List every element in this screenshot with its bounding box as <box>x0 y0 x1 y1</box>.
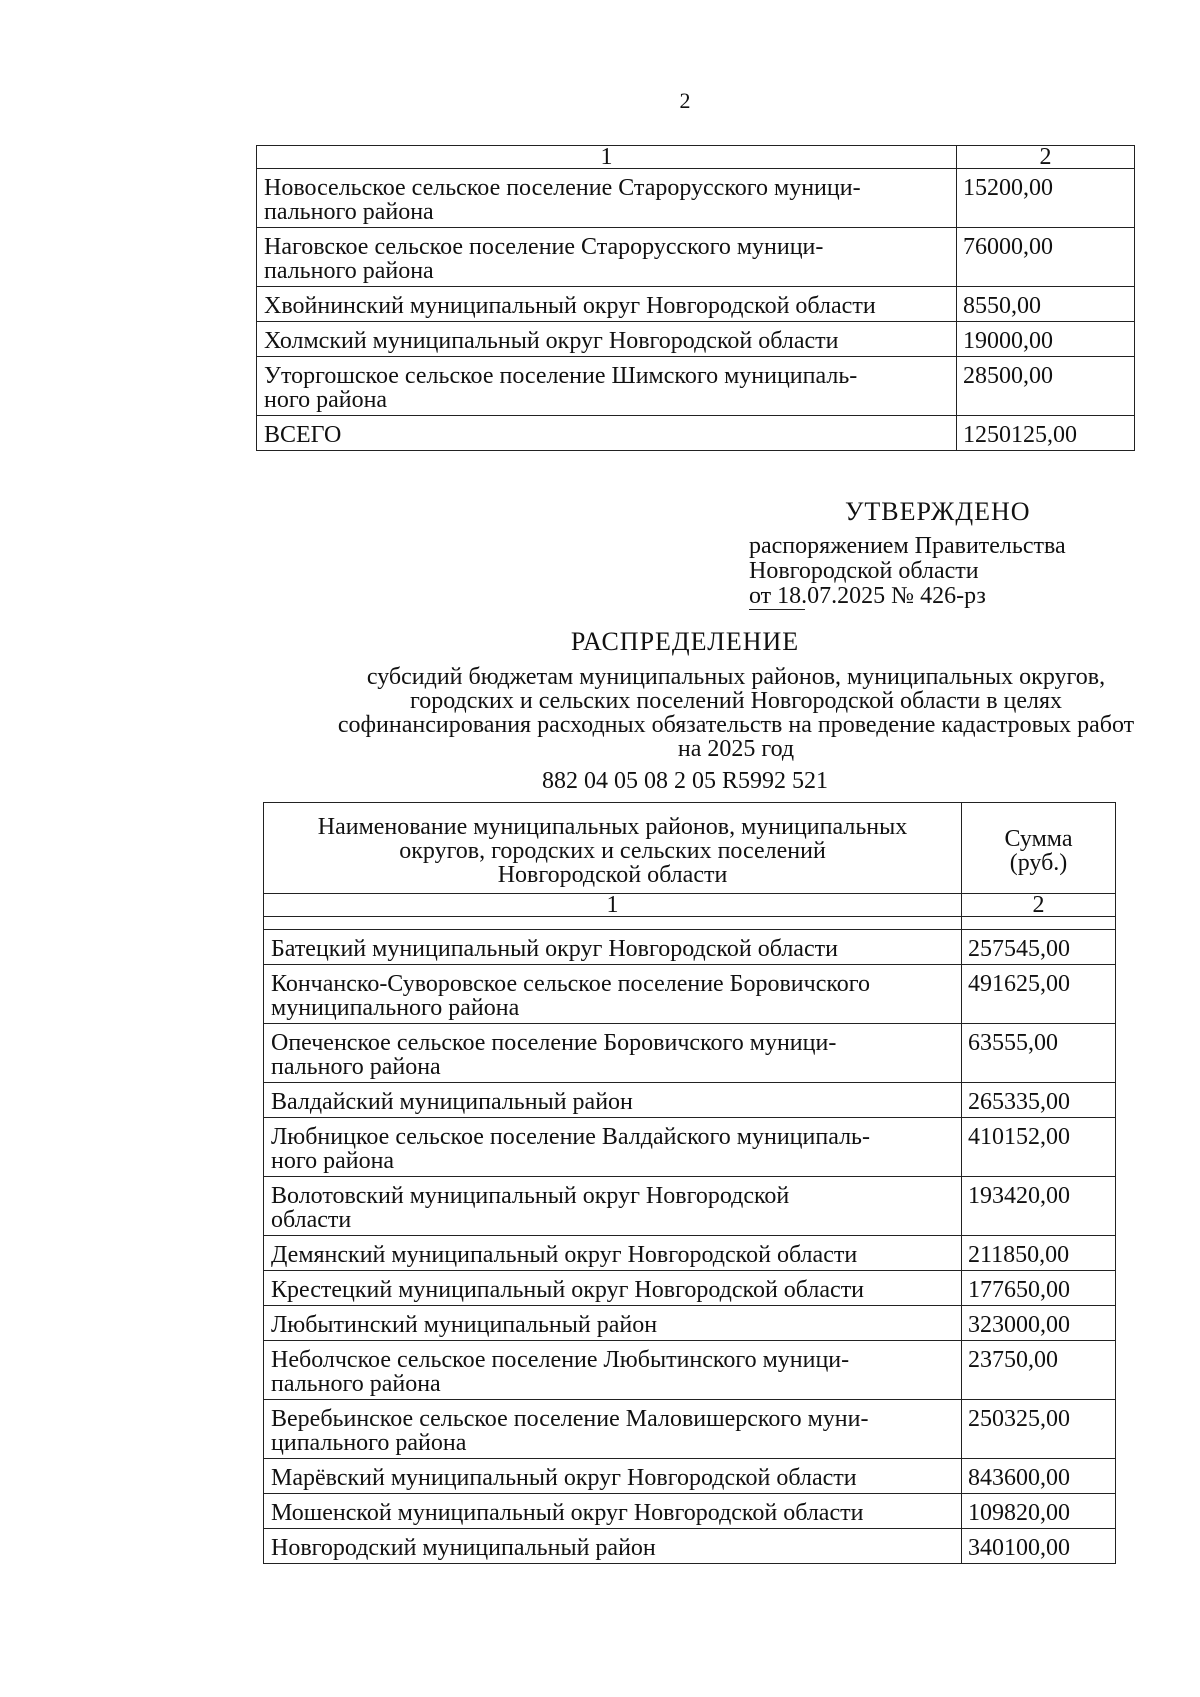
table-row <box>264 1177 1116 1236</box>
budget-classification-code: 882 04 05 08 2 05 R5992 521 <box>541 768 828 794</box>
amount-cell: 491625,00 <box>962 965 1116 1024</box>
amount-cell: 23750,00 <box>962 1341 1116 1400</box>
name-line: Опеченское сельское поселение Боровичского муници- <box>271 1030 837 1056</box>
subtitle-line: на 2025 год <box>677 736 795 762</box>
name-line: ципального района <box>271 1430 467 1456</box>
municipality-name <box>264 1118 962 1177</box>
approval-stamp-title: УТВЕРЖДЕНО <box>845 497 1031 526</box>
amount-cell: 250325,00 <box>962 1400 1116 1459</box>
amount-cell: 109820,00 <box>962 1494 1116 1529</box>
table-row <box>264 1306 1116 1341</box>
name-line: Демянский муниципальный округ Новгородской области <box>271 1242 858 1268</box>
column-number: 1 <box>264 894 962 917</box>
subtitle-line: субсидий бюджетам муниципальных районов, муниципальных округов, <box>366 664 1106 690</box>
name-line: Веребьинское сельское поселение Маловишерского муни- <box>271 1406 869 1432</box>
page-number: 2 <box>679 88 691 113</box>
amount-cell: 265335,00 <box>962 1083 1116 1118</box>
name-line: пального района <box>271 1371 441 1397</box>
approval-block <box>749 534 1066 610</box>
name-line: Неболчское сельское поселение Любытинского муници- <box>271 1347 850 1373</box>
document-subtitle <box>0 665 1200 761</box>
municipality-name <box>257 322 957 357</box>
amount-cell: 211850,00 <box>962 1236 1116 1271</box>
name-line: Хвойнинский муниципальный округ Новгородской области <box>264 293 876 319</box>
municipality-name <box>264 1083 962 1118</box>
amount-cell: 15200,00 <box>957 169 1135 228</box>
amount-cell: 410152,00 <box>962 1118 1116 1177</box>
column-number-row <box>257 146 1135 169</box>
name-line: ного района <box>271 1148 395 1174</box>
amount-cell: 257545,00 <box>962 930 1116 965</box>
name-line: ного района <box>264 387 388 413</box>
name-line: Новосельское сельское поселение Старорусского муници- <box>264 175 861 201</box>
column-number: 2 <box>957 146 1135 169</box>
municipality-name <box>257 416 957 451</box>
spacer-row <box>264 917 1116 930</box>
table-row <box>264 1236 1116 1271</box>
amount-cell: 843600,00 <box>962 1459 1116 1494</box>
municipality-name <box>257 228 957 287</box>
column-number-row <box>264 894 1116 917</box>
subtitle-line: городских и сельских поселений Новгородской области в целях <box>409 688 1063 714</box>
approval-line <box>749 584 1066 610</box>
header-name-column <box>264 803 962 894</box>
name-line: Холмский муниципальный округ Новгородской области <box>264 328 839 354</box>
name-line: Любницкое сельское поселение Валдайского муниципаль- <box>271 1124 870 1150</box>
name-line: ВСЕГО <box>264 422 342 448</box>
name-line: Волотовский муниципальный округ Новгородской <box>271 1183 790 1209</box>
table-header-row <box>264 803 1116 894</box>
table-row <box>257 416 1135 451</box>
table-row <box>257 287 1135 322</box>
header-line: (руб.) <box>1009 850 1068 876</box>
signature-blank <box>749 609 805 610</box>
table-row <box>264 1118 1116 1177</box>
header-line: Наименование муниципальных районов, муниципальных <box>317 814 908 840</box>
table-row <box>264 1024 1116 1083</box>
table-row <box>264 1494 1116 1529</box>
table-row <box>257 169 1135 228</box>
name-line: Наговское сельское поселение Старорусского муници- <box>264 234 824 260</box>
municipality-name <box>264 1494 962 1529</box>
table-row <box>264 1529 1116 1564</box>
header-sum-column <box>962 803 1116 894</box>
table-row <box>264 1083 1116 1118</box>
approval-line: распоряжением Правительства <box>749 533 1066 559</box>
header-line: Сумма <box>1004 826 1073 852</box>
municipality-name <box>264 1400 962 1459</box>
header-line: Новгородской области <box>497 862 728 888</box>
amount-cell: 76000,00 <box>957 228 1135 287</box>
amount-cell: 8550,00 <box>957 287 1135 322</box>
municipality-name <box>264 1459 962 1494</box>
amount-cell: 28500,00 <box>957 357 1135 416</box>
name-line: области <box>271 1207 352 1233</box>
name-line: пального района <box>264 258 434 284</box>
table-row <box>257 228 1135 287</box>
table-row <box>257 357 1135 416</box>
name-line: Крестецкий муниципальный округ Новгородской области <box>271 1277 865 1303</box>
amount-cell: 1250125,00 <box>957 416 1135 451</box>
municipality-name <box>264 930 962 965</box>
municipality-name <box>264 1529 962 1564</box>
amount-cell: 19000,00 <box>957 322 1135 357</box>
name-line: муниципального района <box>271 995 520 1021</box>
name-line: Валдайский муниципальный район <box>271 1089 633 1115</box>
allocation-table <box>263 802 1116 1564</box>
name-line: Батецкий муниципальный округ Новгородской области <box>271 936 838 962</box>
name-line: пального района <box>271 1054 441 1080</box>
name-line: Любытинский муниципальный район <box>271 1312 658 1338</box>
name-line: Новгородский муниципальный район <box>271 1535 656 1561</box>
municipality-name <box>264 1236 962 1271</box>
table-row <box>264 965 1116 1024</box>
amount-cell: 177650,00 <box>962 1271 1116 1306</box>
amount-cell: 323000,00 <box>962 1306 1116 1341</box>
amount-cell: 340100,00 <box>962 1529 1116 1564</box>
subtitle-line: софинансирования расходных обязательств на проведение кадастровых работ <box>337 712 1135 738</box>
municipality-name <box>264 1306 962 1341</box>
table-row <box>264 1341 1116 1400</box>
municipality-name <box>264 1177 962 1236</box>
table-row <box>264 1459 1116 1494</box>
municipality-name <box>257 357 957 416</box>
allocation-table-continued <box>256 145 1135 451</box>
approval-line: Новгородской области <box>749 558 979 584</box>
document-title: РАСПРЕДЕЛЕНИЕ <box>570 627 800 656</box>
name-line: Мошенской муниципальный округ Новгородской области <box>271 1500 864 1526</box>
column-number: 2 <box>962 894 1116 917</box>
header-line: округов, городских и сельских поселений <box>399 838 826 864</box>
approval-date-number: от 18.07.2025 № 426-рз <box>749 583 986 609</box>
name-line: Кончанско-Суворовское сельское поселение Боровичского <box>271 971 871 997</box>
municipality-name <box>264 1024 962 1083</box>
municipality-name <box>264 1271 962 1306</box>
name-line: Уторгошское сельское поселение Шимского муниципаль- <box>264 363 858 389</box>
table-row <box>257 322 1135 357</box>
municipality-name <box>257 169 957 228</box>
table-row <box>264 1271 1116 1306</box>
table-row <box>264 1400 1116 1459</box>
municipality-name <box>264 965 962 1024</box>
amount-cell: 193420,00 <box>962 1177 1116 1236</box>
municipality-name <box>257 287 957 322</box>
column-number: 1 <box>257 146 957 169</box>
name-line: Марёвский муниципальный округ Новгородской области <box>271 1465 857 1491</box>
table-row <box>264 930 1116 965</box>
amount-cell: 63555,00 <box>962 1024 1116 1083</box>
municipality-name <box>264 1341 962 1400</box>
name-line: пального района <box>264 199 434 225</box>
